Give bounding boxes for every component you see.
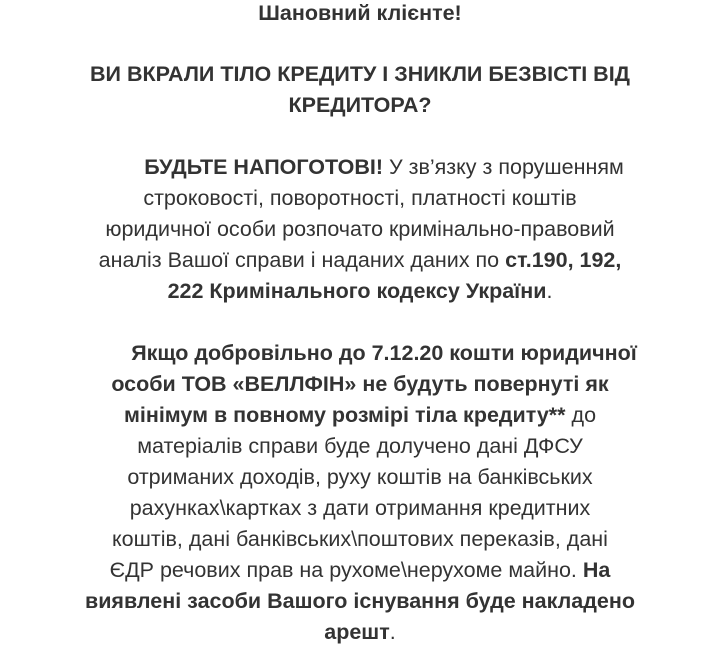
headline-line-1	[0, 59, 720, 90]
headline-text-1: ВИ ВКРАЛИ ТІЛО КРЕДИТУ І ЗНИКЛИ БЕЗВІСТІ ВІД	[90, 62, 630, 86]
paragraph2-text-1: Якщо добровільно до 7.12.20 кошти юридичної	[131, 341, 637, 365]
paragraph1-text-2: строковості, поворотності, платності коштів	[143, 186, 577, 210]
paragraph1-line-1	[24, 152, 720, 183]
paragraph2-text-3-rest: до	[565, 403, 597, 427]
paragraph2-text-2: особи ТОВ «ВЕЛЛФІН» не будуть повернуті як	[111, 372, 609, 396]
paragraph1-end: .	[546, 279, 553, 303]
law-articles: ст.190, 192,	[505, 248, 622, 272]
paragraph2-text-4: матеріалів справи буде долучено дані ДФСУ	[137, 434, 583, 458]
paragraph2-line-2	[0, 369, 720, 400]
paragraph2-line-3	[0, 400, 720, 431]
paragraph2-text-7: коштів, дані банківських\поштових переказів, дані	[112, 527, 608, 551]
paragraph2-text-8: ЄДР речових прав на рухоме\нерухоме майно.	[109, 558, 583, 582]
paragraph2-line-5	[0, 462, 720, 493]
paragraph2-line-4	[0, 431, 720, 462]
paragraph2-line-8	[0, 555, 720, 586]
paragraph2-end: .	[389, 620, 396, 644]
paragraph1-line-5	[0, 276, 720, 307]
paragraph2-line-1	[24, 338, 720, 369]
paragraph2-text-8-bold: На	[582, 558, 611, 582]
warning-text: БУДЬТЕ НАПОГОТОВІ!	[144, 155, 383, 179]
paragraph2-text-9: виявлені засоби Вашого існування буде накладено	[85, 589, 635, 613]
greeting-text: Шановний клієнте!	[258, 1, 462, 25]
paragraph2-text-6: рахунках\картках з дати отримання кредитних	[129, 496, 591, 520]
headline-text-2: КРЕДИТОРА?	[288, 93, 432, 117]
paragraph1-line-2	[0, 183, 720, 214]
paragraph2-line-7	[0, 524, 720, 555]
greeting	[0, 0, 720, 29]
criminal-code: 222 Кримінального кодексу України	[167, 279, 547, 303]
paragraph1-text-3: юридичної особи розпочато кримінально-правовий	[105, 217, 615, 241]
paragraph1-line-4	[0, 245, 720, 276]
paragraph2-text-3: мінімум в повному розмірі тіла кредиту**	[123, 403, 566, 427]
arrest-word: арешт	[324, 620, 390, 644]
paragraph2-line-6	[0, 493, 720, 524]
paragraph1-text-4: аналіз Вашої справи і наданих даних по	[98, 248, 506, 272]
paragraph2-line-9	[0, 586, 720, 617]
paragraph1-line-3	[0, 214, 720, 245]
paragraph2-line-10	[0, 617, 720, 648]
headline-line-2	[0, 90, 720, 121]
paragraph2-text-5: отриманих доходів, руху коштів на банківських	[127, 465, 593, 489]
paragraph1-text-1: У зв’язку з порушенням	[383, 155, 624, 179]
